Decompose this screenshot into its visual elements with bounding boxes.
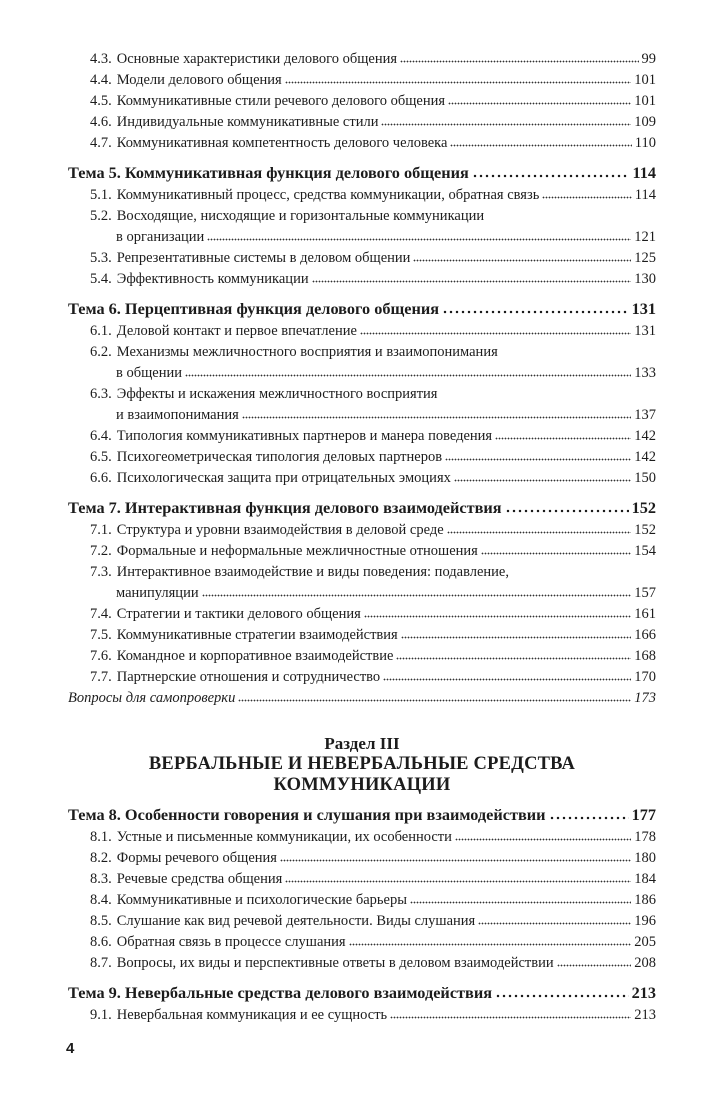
toc-questions[interactable] bbox=[68, 688, 656, 709]
entry-title-continuation: в общении bbox=[116, 365, 182, 381]
toc-entry[interactable] bbox=[68, 342, 656, 384]
page-number: 114 bbox=[634, 187, 656, 203]
page-number: 137 bbox=[634, 407, 656, 423]
page-number: 205 bbox=[634, 934, 656, 950]
page-number: 121 bbox=[634, 229, 656, 245]
entry-title: Структура и уровни взаимодействия в деловой среде bbox=[116, 522, 444, 538]
page-folio: 4 bbox=[66, 1040, 75, 1057]
dot-leader bbox=[448, 102, 631, 105]
toc-entry[interactable] bbox=[68, 953, 656, 974]
toc-entry[interactable] bbox=[68, 625, 656, 646]
dot-leader bbox=[349, 943, 632, 946]
dot-leader bbox=[472, 174, 630, 178]
toc-entry[interactable] bbox=[68, 541, 656, 562]
entry-title-continuation: в организации bbox=[116, 229, 205, 245]
toc-entry[interactable] bbox=[68, 604, 656, 625]
entry-number: 4.6. bbox=[90, 114, 112, 130]
dot-leader bbox=[455, 838, 631, 841]
entry-title: Речевые средства общения bbox=[116, 871, 283, 887]
entry-number: 8.1. bbox=[90, 829, 112, 845]
toc-theme-5[interactable] bbox=[68, 161, 656, 185]
page-number: 166 bbox=[634, 627, 656, 643]
toc-entry[interactable] bbox=[68, 890, 656, 911]
dot-leader bbox=[505, 509, 629, 513]
toc-theme-6[interactable] bbox=[68, 297, 656, 321]
toc-entry[interactable] bbox=[68, 206, 656, 248]
section-label: Раздел III bbox=[324, 734, 400, 753]
entry-title: Репрезентативные системы в деловом общении bbox=[116, 250, 411, 266]
entry-number: 7.3. bbox=[90, 564, 112, 580]
page-number: 130 bbox=[634, 271, 656, 287]
page-number: 168 bbox=[634, 648, 656, 664]
page-number: 208 bbox=[634, 955, 656, 971]
entry-title: Командное и корпоративное взаимодействие bbox=[116, 648, 394, 664]
dot-leader bbox=[202, 594, 632, 597]
dot-leader bbox=[242, 416, 631, 419]
page-number: 109 bbox=[634, 114, 656, 130]
toc-entry[interactable] bbox=[68, 932, 656, 953]
toc-entry[interactable] bbox=[68, 447, 656, 468]
entry-number: 4.3. bbox=[90, 51, 112, 67]
toc-entry[interactable] bbox=[68, 911, 656, 932]
toc-entry[interactable] bbox=[68, 1005, 656, 1026]
dot-leader bbox=[410, 901, 631, 904]
entry-number: 8.3. bbox=[90, 871, 112, 887]
toc-entry[interactable] bbox=[68, 70, 656, 91]
page-number: 131 bbox=[631, 299, 656, 318]
entry-title: Восходящие, нисходящие и горизонтальные коммуникации bbox=[116, 208, 485, 224]
toc-entry[interactable] bbox=[68, 646, 656, 667]
page-number: 180 bbox=[634, 850, 656, 866]
toc-entry[interactable] bbox=[68, 112, 656, 133]
toc-entry[interactable] bbox=[68, 248, 656, 269]
theme-title: Тема 6. Перцептивная функция делового общения bbox=[68, 299, 440, 318]
dot-leader bbox=[481, 552, 631, 555]
dot-leader bbox=[360, 332, 631, 335]
dot-leader bbox=[450, 144, 631, 147]
page-number: 196 bbox=[634, 913, 656, 929]
page-number: 99 bbox=[641, 51, 656, 67]
dot-leader bbox=[383, 678, 631, 681]
entry-number: 6.2. bbox=[90, 344, 112, 360]
dot-leader bbox=[390, 1016, 631, 1019]
entry-number: 7.7. bbox=[90, 669, 112, 685]
toc-theme-8[interactable] bbox=[68, 803, 656, 827]
page-number: 110 bbox=[634, 135, 656, 151]
page-number: 178 bbox=[634, 829, 656, 845]
theme-title: Тема 7. Интерактивная функция делового взаимодействия bbox=[68, 498, 502, 517]
page-number: 173 bbox=[634, 690, 656, 706]
entry-number: 4.4. bbox=[90, 72, 112, 88]
entry-title: Вопросы, их виды и перспективные ответы в деловом взаимодействии bbox=[116, 955, 554, 971]
dot-leader bbox=[454, 479, 631, 482]
entry-title: Коммуникативные и психологические барьеры bbox=[116, 892, 407, 908]
page-number: 131 bbox=[634, 323, 656, 339]
toc-entry[interactable] bbox=[68, 321, 656, 342]
page-number: 133 bbox=[634, 365, 656, 381]
toc-entry[interactable] bbox=[68, 468, 656, 489]
page-number: 186 bbox=[634, 892, 656, 908]
dot-leader bbox=[312, 280, 632, 283]
toc-entry[interactable] bbox=[68, 848, 656, 869]
entry-title: Психологическая защита при отрицательных эмоциях bbox=[116, 470, 451, 486]
entry-number: 7.6. bbox=[90, 648, 112, 664]
entry-title: Устные и письменные коммуникации, их особенности bbox=[116, 829, 452, 845]
section-title-line-2: КОММУНИКАЦИИ bbox=[273, 775, 451, 795]
entry-title: Эффективность коммуникации bbox=[116, 271, 309, 287]
toc-theme-7[interactable] bbox=[68, 496, 656, 520]
page-number: 114 bbox=[632, 163, 656, 182]
entry-title: Основные характеристики делового общения bbox=[116, 51, 398, 67]
entry-title: Коммуникативная компетентность делового человека bbox=[116, 135, 448, 151]
entry-title: Вопросы для самопроверки bbox=[68, 690, 236, 706]
toc-entry[interactable] bbox=[68, 269, 656, 290]
dot-leader bbox=[185, 374, 631, 377]
entry-number: 5.3. bbox=[90, 250, 112, 266]
page-number: 177 bbox=[631, 805, 656, 824]
dot-leader bbox=[238, 699, 631, 702]
entry-number: 4.5. bbox=[90, 93, 112, 109]
page-number: 101 bbox=[634, 93, 656, 109]
table-of-contents bbox=[68, 49, 656, 1026]
toc-entry[interactable] bbox=[68, 562, 656, 604]
entry-title: Индивидуальные коммуникативные стили bbox=[116, 114, 379, 130]
dot-leader bbox=[364, 615, 631, 618]
page-number: 125 bbox=[634, 250, 656, 266]
entry-title: Механизмы межличностного восприятия и взаимопонимания bbox=[116, 344, 498, 360]
entry-number: 6.1. bbox=[90, 323, 112, 339]
page-number: 213 bbox=[634, 1007, 656, 1023]
dot-leader bbox=[400, 60, 638, 63]
entry-number: 4.7. bbox=[90, 135, 112, 151]
toc-entry[interactable] bbox=[68, 49, 656, 70]
entry-number: 8.2. bbox=[90, 850, 112, 866]
entry-number: 8.7. bbox=[90, 955, 112, 971]
theme-title: Тема 8. Особенности говорения и слушания при взаимодействии bbox=[68, 805, 546, 824]
dot-leader bbox=[396, 657, 631, 660]
entry-number: 6.5. bbox=[90, 449, 112, 465]
dot-leader bbox=[280, 859, 631, 862]
entry-title-continuation: и взаимопонимания bbox=[116, 407, 239, 423]
entry-number: 7.4. bbox=[90, 606, 112, 622]
entry-title: Стратегии и тактики делового общения bbox=[116, 606, 361, 622]
toc-theme-9[interactable] bbox=[68, 981, 656, 1005]
entry-number: 8.4. bbox=[90, 892, 112, 908]
entry-title: Коммуникативные стили речевого делового общения bbox=[116, 93, 446, 109]
dot-leader bbox=[442, 310, 629, 314]
page-number: 184 bbox=[634, 871, 656, 887]
section-heading bbox=[68, 733, 656, 796]
entry-title: Типология коммуникативных партнеров и манера поведения bbox=[116, 428, 493, 444]
entry-title: Эффекты и искажения межличностного восприятия bbox=[116, 386, 438, 402]
entry-number: 6.3. bbox=[90, 386, 112, 402]
page-number: 170 bbox=[634, 669, 656, 685]
section-title-line-1: ВЕРБАЛЬНЫЕ И НЕВЕРБАЛЬНЫЕ СРЕДСТВА bbox=[148, 754, 576, 774]
entry-title: Коммуникативный процесс, средства коммуникации, обратная связь bbox=[116, 187, 540, 203]
entry-number: 6.4. bbox=[90, 428, 112, 444]
dot-leader bbox=[447, 531, 632, 534]
page-number: 154 bbox=[634, 543, 656, 559]
page-number: 142 bbox=[634, 449, 656, 465]
entry-number: 8.5. bbox=[90, 913, 112, 929]
dot-leader bbox=[207, 238, 631, 241]
entry-number: 5.4. bbox=[90, 271, 112, 287]
theme-title: Тема 5. Коммуникативная функция делового общения bbox=[68, 163, 469, 182]
dot-leader bbox=[381, 123, 631, 126]
entry-number: 9.1. bbox=[90, 1007, 112, 1023]
toc-entry[interactable] bbox=[68, 91, 656, 112]
entry-number: 7.1. bbox=[90, 522, 112, 538]
page-number: 150 bbox=[634, 470, 656, 486]
entry-title: Интерактивное взаимодействие и виды поведения: подавление, bbox=[116, 564, 509, 580]
entry-title: Формы речевого общения bbox=[116, 850, 277, 866]
page-number: 213 bbox=[631, 983, 656, 1002]
page-number: 152 bbox=[634, 522, 656, 538]
entry-title: Формальные и неформальные межличностные отношения bbox=[116, 543, 478, 559]
dot-leader bbox=[549, 816, 629, 820]
page-number: 142 bbox=[634, 428, 656, 444]
dot-leader bbox=[495, 437, 631, 440]
entry-number: 5.2. bbox=[90, 208, 112, 224]
dot-leader bbox=[401, 636, 632, 639]
dot-leader bbox=[542, 196, 631, 199]
theme-title: Тема 9. Невербальные средства делового взаимодействия bbox=[68, 983, 493, 1002]
dot-leader bbox=[445, 458, 631, 461]
entry-title-continuation: манипуляции bbox=[116, 585, 199, 601]
toc-entry[interactable] bbox=[68, 520, 656, 541]
dot-leader bbox=[478, 922, 631, 925]
toc-entry[interactable] bbox=[68, 426, 656, 447]
entry-title: Модели делового общения bbox=[116, 72, 282, 88]
toc-entry[interactable] bbox=[68, 384, 656, 426]
entry-number: 6.6. bbox=[90, 470, 112, 486]
page-number: 157 bbox=[634, 585, 656, 601]
entry-title: Коммуникативные стратегии взаимодействия bbox=[116, 627, 398, 643]
toc-entry[interactable] bbox=[68, 133, 656, 154]
toc-entry[interactable] bbox=[68, 869, 656, 890]
page-number: 101 bbox=[634, 72, 656, 88]
entry-number: 7.2. bbox=[90, 543, 112, 559]
toc-entry[interactable] bbox=[68, 827, 656, 848]
entry-title: Слушание как вид речевой деятельности. Виды слушания bbox=[116, 913, 476, 929]
dot-leader bbox=[495, 994, 629, 998]
page-number: 161 bbox=[634, 606, 656, 622]
entry-number: 7.5. bbox=[90, 627, 112, 643]
entry-title: Партнерские отношения и сотрудничество bbox=[116, 669, 381, 685]
toc-entry[interactable] bbox=[68, 667, 656, 688]
dot-leader bbox=[413, 259, 631, 262]
entry-title: Обратная связь в процессе слушания bbox=[116, 934, 346, 950]
dot-leader bbox=[285, 81, 632, 84]
toc-entry[interactable] bbox=[68, 185, 656, 206]
entry-title: Деловой контакт и первое впечатление bbox=[116, 323, 357, 339]
entry-title: Невербальная коммуникация и ее сущность bbox=[116, 1007, 388, 1023]
dot-leader bbox=[557, 964, 632, 967]
page-number: 152 bbox=[631, 498, 656, 517]
entry-number: 8.6. bbox=[90, 934, 112, 950]
entry-title: Психогеометрическая типология деловых партнеров bbox=[116, 449, 443, 465]
dot-leader bbox=[285, 880, 631, 883]
entry-number: 5.1. bbox=[90, 187, 112, 203]
